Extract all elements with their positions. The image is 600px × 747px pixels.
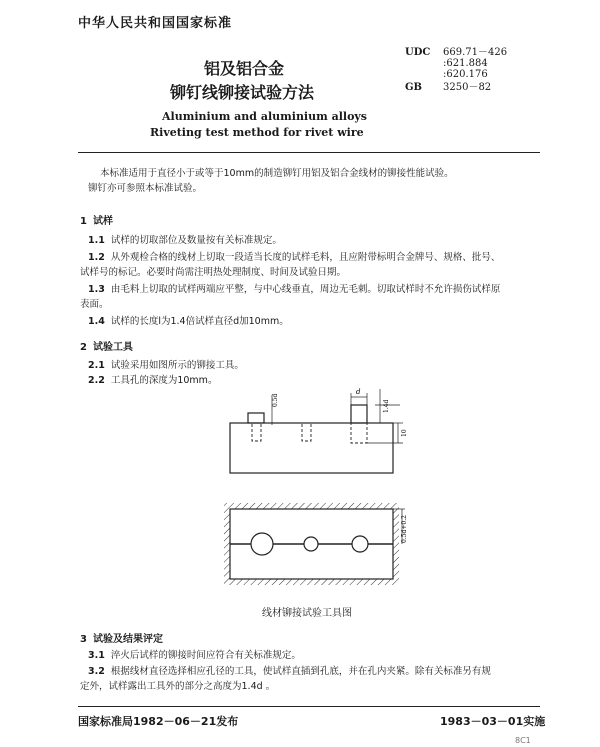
- hole-small: [304, 537, 318, 551]
- title-en-line1: Aluminium and aluminium alloys: [162, 110, 367, 123]
- section-heading-1: 1 试样: [80, 216, 113, 227]
- clause-1-4: 1.4 试样的长度l为1.4倍试样直径d加10mm。: [88, 316, 289, 327]
- section-heading-2: 2 试验工具: [80, 342, 133, 353]
- riveting-tool-figure: [210, 385, 410, 595]
- title-zh-line2: 铆钉线铆接试验方法: [170, 83, 315, 102]
- title-zh-line1: 铝及铝合金: [204, 59, 285, 78]
- bottom-rule: [78, 706, 540, 707]
- udc-value: :621.884: [443, 58, 488, 69]
- udc-value: 669.71－426: [443, 47, 508, 58]
- effective-date: 1983－03－01实施: [440, 715, 546, 728]
- top-rule: [78, 152, 540, 153]
- dim-label-depth: 10: [401, 429, 408, 437]
- intro-line: 铆钉亦可参照本标准试验。: [88, 183, 203, 194]
- tool-side-view: [230, 389, 403, 473]
- clause-1-2-cont: 试样号的标记。必要时尚需注明热处理制度、时间及试验日期。: [80, 267, 347, 278]
- clause-3-2-cont: 定外，试样露出工具外的部分之高度为1.4d 。: [80, 681, 276, 692]
- clause-2-2: 2.2 工具孔的深度为10mm。: [88, 375, 218, 386]
- dim-label-top: d: [356, 388, 361, 396]
- gb-label: GB: [405, 82, 422, 93]
- standard-header: 中华人民共和国国家标准: [78, 16, 233, 31]
- udc-value: :620.176: [443, 69, 488, 80]
- clause-1-1: 1.1 试样的切取部位及数量按有关标准规定。: [88, 235, 282, 246]
- page-number: 8C1: [515, 736, 531, 745]
- gb-value: 3250－82: [443, 82, 492, 93]
- rivet-pin-large: [351, 405, 367, 423]
- clause-1-2: 1.2 从外观检合格的线材上切取一段适当长度的试样毛料，且应附带标明合金牌号、规格、批号、: [88, 252, 501, 263]
- hole-medium: [352, 536, 368, 552]
- rivet-pin-small: [248, 413, 264, 423]
- clause-3-1: 3.1 淬火后试样的铆接时间应符合有关标准规定。: [88, 650, 301, 661]
- section-heading-3: 3 试验及结果评定: [80, 634, 163, 645]
- classification-block: [405, 47, 507, 93]
- dim-label-left: 0.5d: [272, 393, 279, 407]
- title-en-line2: Riveting test method for rivet wire: [150, 126, 364, 139]
- tool-block: [230, 423, 393, 473]
- clause-1-3-cont: 表面。: [80, 299, 109, 310]
- dim-label-right: 1.4d: [383, 399, 390, 413]
- udc-label: UDC: [405, 47, 431, 58]
- intro-line: 本标准适用于直径小于或等于10mm的制造铆钉用铝及铝合金线材的铆接性能试验。: [100, 168, 454, 179]
- dim-label-side: 0.5d+0.2: [401, 515, 408, 543]
- clause-2-1: 2.1 试验采用如图所示的铆接工具。: [88, 360, 244, 371]
- clause-1-3: 1.3 由毛料上切取的试样两端应平整，与中心线垂直，周边无毛刺。切取试样时不允许损伤试样原: [88, 284, 501, 295]
- issued-date: 国家标准局1982－06－21发布: [78, 715, 239, 728]
- tool-plan-view: [224, 503, 408, 585]
- figure-caption: 线材铆接试验工具图: [262, 608, 352, 619]
- clause-3-2: 3.2 根据线材直径选择相应孔径的工具，使试样直插到孔底，并在孔内夹紧。除有关标准另有规: [88, 666, 491, 677]
- hole-large: [251, 533, 273, 555]
